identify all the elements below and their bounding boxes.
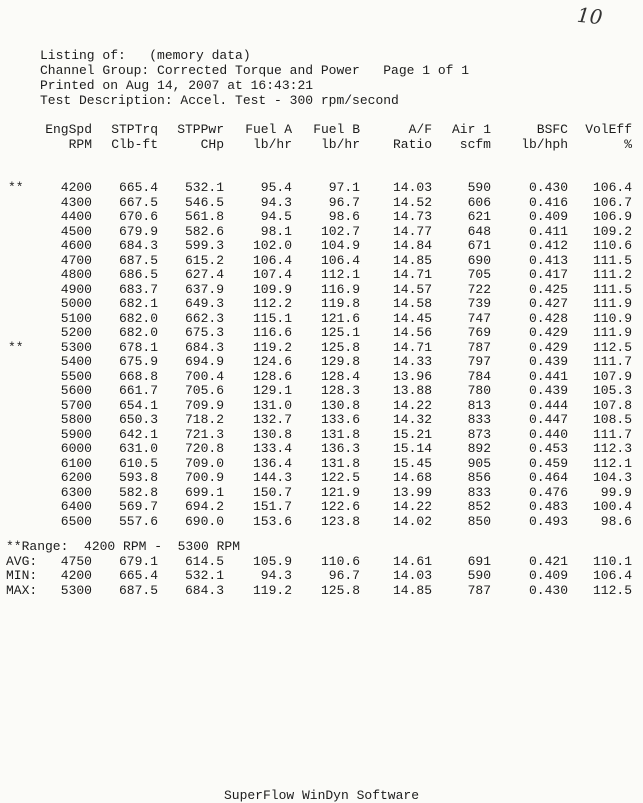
table-cell: 124.6 <box>252 354 292 369</box>
table-cell: 631.0 <box>118 441 158 456</box>
table-cell: 610.5 <box>118 455 158 471</box>
summary-cell: 14.85 <box>392 582 432 598</box>
summary-cell: 684.3 <box>184 582 224 598</box>
table-cell: 686.5 <box>118 267 158 282</box>
table-cell: 111.7 <box>592 354 632 369</box>
table-cell: 679.9 <box>118 223 158 239</box>
table-cell: 627.4 <box>184 267 224 282</box>
table-cell: 5400 <box>60 354 92 369</box>
column-unit: lb/hph <box>521 137 568 152</box>
column-unit: Ratio <box>392 137 432 152</box>
table-cell: 0.493 <box>528 513 568 529</box>
table-cell: 14.52 <box>392 194 432 210</box>
table-cell: 0.459 <box>528 455 568 471</box>
table-cell: 0.409 <box>528 209 568 224</box>
table-cell: 4400 <box>60 209 92 224</box>
table-cell: 709.0 <box>184 455 224 471</box>
table-cell: 4600 <box>60 238 92 253</box>
table-cell: 115.1 <box>252 310 292 326</box>
channel-group-line: Channel Group: Corrected Torque and Power Page 1 of 1 <box>40 63 470 78</box>
table-cell: 546.5 <box>184 194 224 210</box>
table-cell: 0.411 <box>528 223 568 239</box>
table-cell: 787 <box>467 339 491 355</box>
table-cell: 5000 <box>60 296 92 311</box>
table-cell: 6400 <box>60 499 92 514</box>
table-cell: 590 <box>467 180 491 195</box>
table-cell: 122.6 <box>320 499 360 514</box>
table-cell: 136.4 <box>252 455 292 471</box>
table-cell: 654.1 <box>118 397 158 413</box>
table-cell: 132.7 <box>252 412 292 427</box>
table-cell: 667.5 <box>118 194 158 210</box>
table-cell: 682.0 <box>118 325 158 340</box>
table-cell: 4500 <box>60 223 92 239</box>
table-cell: 112.3 <box>592 441 632 456</box>
summary-cell: 787 <box>467 582 491 598</box>
table-cell: 0.453 <box>528 441 568 456</box>
table-cell: 0.413 <box>528 252 568 268</box>
table-cell: 151.7 <box>252 499 292 514</box>
table-cell: 0.439 <box>528 383 568 398</box>
table-cell: 665.4 <box>118 180 158 195</box>
column-unit: Clb-ft <box>111 137 158 152</box>
table-cell: 102.0 <box>252 238 292 253</box>
table-cell: 650.3 <box>118 412 158 427</box>
table-cell: 0.439 <box>528 354 568 369</box>
table-cell: 5700 <box>60 397 92 413</box>
table-cell: 150.7 <box>252 484 292 500</box>
table-cell: 5100 <box>60 310 92 326</box>
table-cell: 131.8 <box>320 455 360 471</box>
table-cell: 104.3 <box>592 470 632 485</box>
table-cell: 833 <box>467 484 491 500</box>
table-cell: 106.7 <box>592 194 632 210</box>
table-cell: 670.6 <box>118 209 158 224</box>
summary-cell: 687.5 <box>118 582 158 598</box>
summary-cell: 590 <box>467 568 491 583</box>
summary-cell: 105.9 <box>252 553 292 569</box>
table-cell: 15.14 <box>392 441 432 456</box>
table-cell: 5300 <box>60 339 92 355</box>
table-cell: 769 <box>467 325 491 340</box>
table-cell: 637.9 <box>184 281 224 297</box>
table-cell: 116.6 <box>252 325 292 340</box>
table-cell: 14.71 <box>392 267 432 282</box>
table-cell: 129.1 <box>252 383 292 398</box>
table-cell: 718.2 <box>184 412 224 427</box>
column-header: VolEff <box>585 122 632 137</box>
printed-line: Printed on Aug 14, 2007 at 16:43:21 <box>40 78 314 93</box>
table-cell: 110.9 <box>592 310 632 326</box>
summary-cell: 665.4 <box>118 568 158 583</box>
table-cell: 4800 <box>60 267 92 282</box>
table-cell: 112.1 <box>592 455 632 471</box>
table-cell: 121.9 <box>320 484 360 500</box>
table-cell: 582.6 <box>184 223 224 239</box>
table-cell: 111.5 <box>592 252 632 268</box>
table-cell: 648 <box>467 223 491 239</box>
summary-cell: 614.5 <box>184 553 224 569</box>
table-cell: 111.9 <box>592 296 632 311</box>
table-cell: 0.416 <box>528 194 568 210</box>
column-header: STPPwr <box>177 122 224 137</box>
table-cell: 561.8 <box>184 209 224 224</box>
table-cell: 709.9 <box>184 397 224 413</box>
column-unit: lb/hr <box>320 137 360 152</box>
table-cell: 14.77 <box>392 223 432 239</box>
table-cell: 102.7 <box>320 223 360 239</box>
table-cell: 106.4 <box>252 252 292 268</box>
table-cell: 852 <box>467 499 491 514</box>
table-cell: 850 <box>467 513 491 529</box>
table-cell: 112.1 <box>320 267 360 282</box>
table-cell: 125.1 <box>320 325 360 340</box>
table-cell: 5800 <box>60 412 92 427</box>
table-cell: 133.4 <box>252 441 292 456</box>
summary-cell: 0.430 <box>528 582 568 598</box>
table-cell: 131.0 <box>252 397 292 413</box>
table-cell: 557.6 <box>118 513 158 529</box>
range-marker: ** <box>8 180 24 195</box>
range-label: **Range: 4200 RPM - 5300 RPM <box>6 539 241 554</box>
table-cell: 682.1 <box>118 296 158 311</box>
table-cell: 13.96 <box>392 368 432 384</box>
summary-cell: 110.6 <box>320 553 360 569</box>
table-cell: 668.8 <box>118 368 158 384</box>
table-cell: 6300 <box>60 484 92 500</box>
table-cell: 0.440 <box>528 426 568 442</box>
table-cell: 705.6 <box>184 383 224 398</box>
table-cell: 110.6 <box>592 238 632 253</box>
test-description-line: Test Description: Accel. Test - 300 rpm/second <box>40 93 399 108</box>
table-cell: 119.8 <box>320 296 360 311</box>
footer-software-name: SuperFlow WinDyn Software <box>223 788 420 803</box>
table-cell: 131.8 <box>320 426 360 442</box>
table-cell: 649.3 <box>184 296 224 311</box>
summary-label: MIN: <box>6 568 38 583</box>
table-cell: 4300 <box>60 194 92 210</box>
table-cell: 14.22 <box>392 499 432 514</box>
table-cell: 144.3 <box>252 470 292 485</box>
table-cell: 797 <box>467 354 491 369</box>
table-cell: 106.4 <box>320 252 360 268</box>
listing-line: Listing of: (memory data) <box>40 48 251 63</box>
table-cell: 606 <box>467 194 491 210</box>
table-cell: 14.33 <box>392 354 432 369</box>
table-cell: 905 <box>467 455 491 471</box>
summary-label: MAX: <box>6 582 38 598</box>
table-cell: 14.84 <box>392 238 432 253</box>
table-cell: 6500 <box>60 513 92 529</box>
table-cell: 125.8 <box>320 339 360 355</box>
table-cell: 111.2 <box>592 267 632 282</box>
table-cell: 0.441 <box>528 368 568 384</box>
table-cell: 739 <box>467 296 491 311</box>
table-cell: 14.58 <box>392 296 432 311</box>
column-header: STPTrq <box>111 122 158 137</box>
table-cell: 747 <box>467 310 491 326</box>
table-cell: 107.4 <box>252 267 292 282</box>
table-cell: 569.7 <box>118 499 158 514</box>
table-cell: 4200 <box>60 180 92 195</box>
table-cell: 720.8 <box>184 441 224 456</box>
table-cell: 14.57 <box>392 281 432 297</box>
table-cell: 0.429 <box>528 325 568 340</box>
handwritten-page-number: 10 <box>575 2 604 30</box>
column-header: BSFC <box>536 122 568 137</box>
table-cell: 100.4 <box>592 499 632 514</box>
summary-cell: 532.1 <box>184 568 224 583</box>
table-cell: 14.71 <box>392 339 432 355</box>
table-cell: 682.0 <box>118 310 158 326</box>
table-cell: 6000 <box>60 441 92 456</box>
table-cell: 111.7 <box>592 426 632 442</box>
table-cell: 119.2 <box>252 339 292 355</box>
table-cell: 6200 <box>60 470 92 485</box>
table-cell: 14.32 <box>392 412 432 427</box>
table-cell: 582.8 <box>118 484 158 500</box>
table-cell: 98.6 <box>328 209 360 224</box>
summary-cell: 96.7 <box>328 568 360 583</box>
table-cell: 671 <box>467 238 491 253</box>
table-cell: 0.476 <box>528 484 568 500</box>
table-cell: 122.5 <box>320 470 360 485</box>
table-cell: 130.8 <box>252 426 292 442</box>
summary-cell: 112.5 <box>592 582 632 598</box>
table-cell: 6100 <box>60 455 92 471</box>
table-cell: 14.56 <box>392 325 432 340</box>
summary-label: AVG: <box>6 553 38 569</box>
column-header: Air 1 <box>451 122 491 137</box>
table-cell: 532.1 <box>184 180 224 195</box>
table-cell: 99.9 <box>600 484 632 500</box>
table-cell: 690 <box>467 252 491 268</box>
column-unit: lb/hr <box>252 137 292 152</box>
table-cell: 106.9 <box>592 209 632 224</box>
table-cell: 675.3 <box>184 325 224 340</box>
table-cell: 14.03 <box>392 180 432 195</box>
table-cell: 873 <box>467 426 491 442</box>
table-cell: 106.4 <box>592 180 632 195</box>
table-cell: 15.45 <box>392 455 432 471</box>
table-cell: 15.21 <box>392 426 432 442</box>
table-cell: 104.9 <box>320 238 360 253</box>
table-cell: 111.5 <box>592 281 632 297</box>
table-cell: 0.412 <box>528 238 568 253</box>
table-cell: 599.3 <box>184 238 224 253</box>
table-cell: 0.429 <box>528 339 568 355</box>
column-header: Fuel B <box>313 122 360 137</box>
table-cell: 112.2 <box>252 296 292 311</box>
table-cell: 642.1 <box>118 426 158 442</box>
table-cell: 0.447 <box>528 412 568 427</box>
table-cell: 621 <box>467 209 491 224</box>
table-cell: 675.9 <box>118 354 158 369</box>
column-unit: RPM <box>68 137 92 152</box>
table-cell: 14.02 <box>392 513 432 529</box>
column-header: EngSpd <box>45 122 92 137</box>
column-unit: scfm <box>459 137 491 152</box>
table-cell: 687.5 <box>118 252 158 268</box>
table-cell: 107.9 <box>592 368 632 384</box>
table-cell: 683.7 <box>118 281 158 297</box>
summary-cell: 0.421 <box>528 553 568 569</box>
table-cell: 0.428 <box>528 310 568 326</box>
table-cell: 699.1 <box>184 484 224 500</box>
table-cell: 96.7 <box>328 194 360 210</box>
table-cell: 133.6 <box>320 412 360 427</box>
table-cell: 109.2 <box>592 223 632 239</box>
table-cell: 14.22 <box>392 397 432 413</box>
table-cell: 153.6 <box>252 513 292 529</box>
table-cell: 684.3 <box>118 238 158 253</box>
table-cell: 5200 <box>60 325 92 340</box>
table-cell: 0.417 <box>528 267 568 282</box>
table-cell: 684.3 <box>184 339 224 355</box>
table-cell: 892 <box>467 441 491 456</box>
table-cell: 130.8 <box>320 397 360 413</box>
summary-cell: 14.61 <box>392 553 432 569</box>
column-unit: CHp <box>200 137 224 152</box>
table-cell: 13.99 <box>392 484 432 500</box>
table-cell: 0.427 <box>528 296 568 311</box>
table-cell: 662.3 <box>184 310 224 326</box>
table-cell: 136.3 <box>320 441 360 456</box>
table-cell: 5600 <box>60 383 92 398</box>
summary-cell: 4200 <box>60 568 92 583</box>
table-cell: 813 <box>467 397 491 413</box>
table-cell: 98.6 <box>600 513 632 529</box>
table-cell: 14.68 <box>392 470 432 485</box>
column-header: Fuel A <box>245 122 292 137</box>
table-cell: 700.4 <box>184 368 224 384</box>
table-cell: 700.9 <box>184 470 224 485</box>
table-cell: 121.6 <box>320 310 360 326</box>
table-cell: 98.1 <box>260 223 292 239</box>
summary-cell: 14.03 <box>392 568 432 583</box>
summary-cell: 679.1 <box>118 553 158 569</box>
table-cell: 593.8 <box>118 470 158 485</box>
table-cell: 780 <box>467 383 491 398</box>
table-cell: 0.483 <box>528 499 568 514</box>
summary-cell: 119.2 <box>252 582 292 598</box>
table-cell: 4900 <box>60 281 92 297</box>
table-cell: 856 <box>467 470 491 485</box>
table-cell: 5900 <box>60 426 92 442</box>
table-cell: 694.9 <box>184 354 224 369</box>
table-cell: 0.444 <box>528 397 568 413</box>
table-cell: 116.9 <box>320 281 360 297</box>
summary-cell: 0.409 <box>528 568 568 583</box>
summary-cell: 691 <box>467 553 491 569</box>
range-marker: ** <box>8 339 24 355</box>
summary-cell: 106.4 <box>592 568 632 583</box>
table-cell: 694.2 <box>184 499 224 514</box>
table-cell: 112.5 <box>592 339 632 355</box>
summary-cell: 110.1 <box>592 553 632 569</box>
table-cell: 14.45 <box>392 310 432 326</box>
column-header: A/F <box>408 122 432 137</box>
table-cell: 108.5 <box>592 412 632 427</box>
table-cell: 690.0 <box>184 513 224 529</box>
table-cell: 0.464 <box>528 470 568 485</box>
table-cell: 94.3 <box>260 194 292 210</box>
summary-cell: 5300 <box>60 582 92 598</box>
table-cell: 109.9 <box>252 281 292 297</box>
summary-cell: 94.3 <box>260 568 292 583</box>
summary-cell: 125.8 <box>320 582 360 598</box>
table-cell: 97.1 <box>328 180 360 195</box>
table-cell: 833 <box>467 412 491 427</box>
table-cell: 128.6 <box>252 368 292 384</box>
table-cell: 128.4 <box>320 368 360 384</box>
table-cell: 14.85 <box>392 252 432 268</box>
table-cell: 615.2 <box>184 252 224 268</box>
table-cell: 705 <box>467 267 491 282</box>
table-cell: 784 <box>467 368 491 384</box>
table-cell: 94.5 <box>260 209 292 224</box>
table-cell: 95.4 <box>260 180 292 195</box>
summary-cell: 4750 <box>60 553 92 569</box>
table-cell: 0.430 <box>528 180 568 195</box>
table-cell: 13.88 <box>392 383 432 398</box>
table-cell: 722 <box>467 281 491 297</box>
column-unit: % <box>624 137 632 152</box>
table-cell: 4700 <box>60 252 92 268</box>
table-cell: 107.8 <box>592 397 632 413</box>
table-cell: 111.9 <box>592 325 632 340</box>
table-cell: 129.8 <box>320 354 360 369</box>
table-cell: 128.3 <box>320 383 360 398</box>
table-cell: 14.73 <box>392 209 432 224</box>
table-cell: 0.425 <box>528 281 568 297</box>
table-cell: 721.3 <box>184 426 224 442</box>
table-cell: 123.8 <box>320 513 360 529</box>
table-cell: 661.7 <box>118 383 158 398</box>
table-cell: 5500 <box>60 368 92 384</box>
table-cell: 105.3 <box>592 383 632 398</box>
table-cell: 678.1 <box>118 339 158 355</box>
